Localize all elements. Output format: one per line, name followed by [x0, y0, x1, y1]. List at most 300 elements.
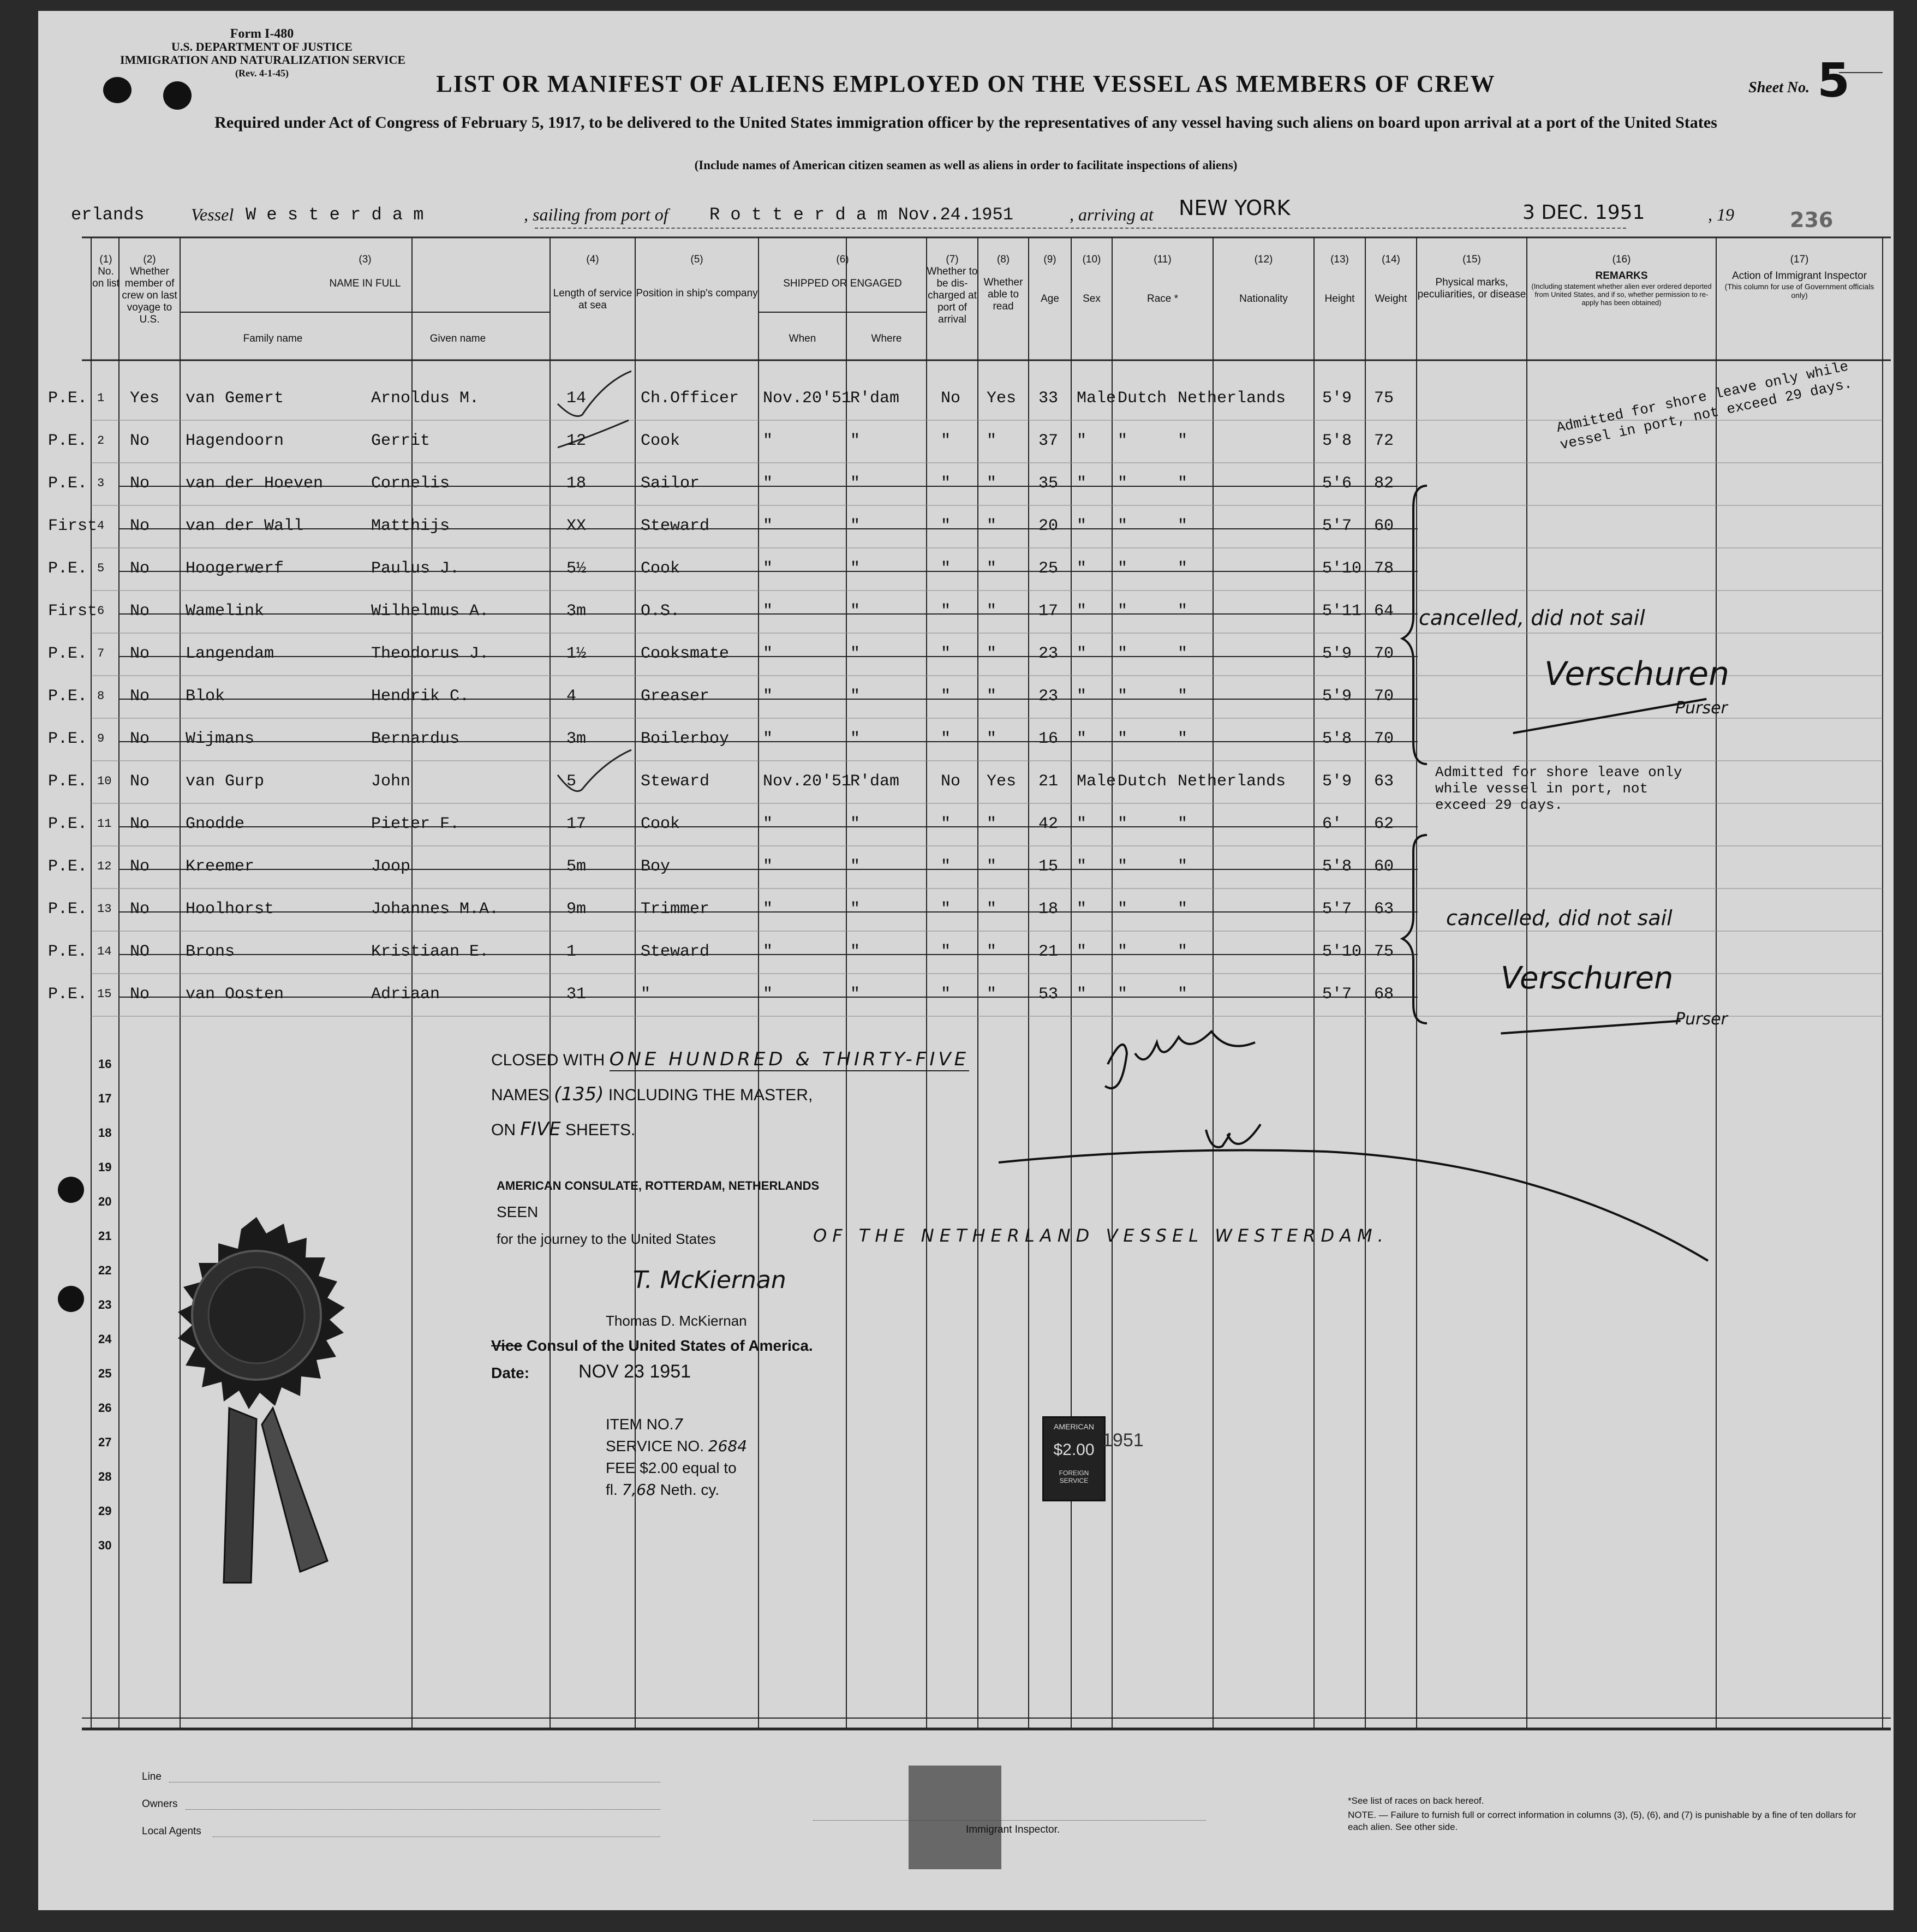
closed-with-value: ONE HUNDRED & THIRTY-FIVE	[609, 1048, 970, 1070]
row-service-length: 5m	[566, 857, 587, 876]
row-weight: 78	[1374, 559, 1394, 578]
row-service-length: 18	[566, 474, 587, 493]
form-number: Form I-480	[230, 27, 294, 41]
row-prev-voyage: No	[130, 559, 150, 578]
row-sex: "	[1077, 432, 1087, 450]
row-given-name: Gerrit	[371, 432, 431, 450]
row-nationality: Netherlands	[1178, 389, 1286, 408]
fee-label: FEE $2.00 equal to	[606, 1459, 737, 1476]
row-prev-voyage: No	[130, 432, 150, 450]
consul-date-value: NOV 23 1951	[578, 1361, 691, 1382]
table-row	[48, 845, 1885, 887]
row-number: 3	[97, 476, 105, 490]
row-discharged: "	[941, 687, 951, 706]
row-shipped-when: "	[763, 687, 773, 706]
row-race: "	[1118, 517, 1128, 535]
fl-label: fl.	[606, 1481, 618, 1498]
row-shipped-where: "	[850, 857, 861, 876]
row-race: Dutch	[1118, 772, 1167, 791]
line-number: 24	[98, 1332, 112, 1346]
table-row	[48, 504, 1885, 547]
row-sex: "	[1077, 602, 1087, 621]
col6-where-header: Where	[871, 333, 902, 344]
row-family-name: van der Hoeven	[186, 474, 324, 493]
row-prev-voyage: No	[130, 687, 150, 706]
footer-agents-rule	[213, 1836, 660, 1837]
row-height: 5'8	[1322, 857, 1352, 876]
row-family-name: Wijmans	[186, 730, 255, 748]
row-nationality: Netherlands	[1178, 772, 1286, 791]
col2-header: (2) Whether member of crew on last voyage to U.S.	[122, 254, 177, 325]
row-class: P.E.	[48, 943, 88, 961]
row-prev-voyage: No	[130, 517, 150, 535]
row-service-length: 14	[566, 389, 587, 408]
row-height: 5'9	[1322, 687, 1352, 706]
row-service-length: XX	[566, 517, 587, 535]
row-service-length: 17	[566, 815, 587, 833]
on-value: FIVE	[520, 1118, 561, 1140]
row-weight: 75	[1374, 943, 1394, 961]
footer-inspector: Immigrant Inspector.	[966, 1824, 1060, 1835]
strike-through-line	[119, 997, 1418, 998]
row-given-name: Kristiaan E.	[371, 943, 489, 961]
row-number: 12	[97, 860, 112, 873]
row-age: 35	[1038, 474, 1059, 493]
row-position: Steward	[641, 943, 710, 961]
row-shipped-when: "	[763, 985, 773, 1004]
row-shipped-when: "	[763, 517, 773, 535]
row-number: 14	[97, 945, 112, 958]
row-family-name: Gnodde	[186, 815, 245, 833]
row-prev-voyage: No	[130, 474, 150, 493]
row-class: First	[48, 602, 98, 621]
row-position: Cook	[641, 559, 680, 578]
row-height: 5'10	[1322, 943, 1362, 961]
row-position: Cook	[641, 432, 680, 450]
row-sex: "	[1077, 517, 1087, 535]
row-weight: 60	[1374, 517, 1394, 535]
row-given-name: Wilhelmus A.	[371, 602, 489, 621]
sheet-label: Sheet No.	[1748, 79, 1810, 96]
purser-title-1: Purser	[1675, 699, 1728, 718]
col5-header: (5) Position in ship's company	[636, 254, 758, 299]
page-subnote: (Include names of American citizen seamen as well as aliens in order to facilitate inspections of aliens)	[694, 158, 1238, 172]
row-weight: 63	[1374, 900, 1394, 919]
row-race: "	[1118, 687, 1128, 706]
row-family-name: Langendam	[186, 645, 274, 663]
row-class: P.E.	[48, 389, 88, 408]
row-class: P.E.	[48, 815, 88, 833]
row-sex: "	[1077, 900, 1087, 919]
row-age: 42	[1038, 815, 1059, 833]
row-given-name: Paulus J.	[371, 559, 460, 578]
row-weight: 63	[1374, 772, 1394, 791]
row-race: Dutch	[1118, 389, 1167, 408]
page-subtitle: Required under Act of Congress of February 5, 1917, to be delivered to the United States immigration officer by the representatives of any vessel having such aliens on board upon arrival at a port of the United States	[214, 114, 1717, 132]
row-nationality: "	[1178, 943, 1188, 961]
row-position: "	[641, 985, 651, 1004]
closing-block	[491, 1042, 969, 1147]
row-number: 6	[97, 604, 105, 618]
row-weight: 72	[1374, 432, 1394, 450]
row-shipped-when: "	[763, 474, 773, 493]
table-row	[48, 717, 1885, 760]
row-discharged: No	[941, 389, 961, 408]
row-shipped-where: "	[850, 900, 861, 919]
revenue-stamp: AMERICAN $2.00 FOREIGN SERVICE	[1042, 1416, 1106, 1501]
strike-through-line	[119, 911, 1418, 913]
row-given-name: Pieter F.	[371, 815, 460, 833]
row-position: Boy	[641, 857, 671, 876]
row-age: 17	[1038, 602, 1059, 621]
row-able-to-read: "	[987, 857, 997, 876]
footer-owners-rule	[186, 1809, 660, 1810]
row-weight: 70	[1374, 687, 1394, 706]
row-sex: "	[1077, 687, 1087, 706]
row-able-to-read: "	[987, 602, 997, 621]
line-number: 22	[98, 1263, 112, 1277]
row-position: Sailor	[641, 474, 700, 493]
row-nationality: "	[1178, 985, 1188, 1004]
row-able-to-read: "	[987, 900, 997, 919]
strike-through-line	[119, 656, 1418, 657]
col10-header: (10) Sex	[1082, 254, 1101, 305]
purser-signature-2: Verschuren	[1501, 961, 1674, 996]
row-class: P.E.	[48, 474, 88, 493]
row-prev-voyage: No	[130, 602, 150, 621]
row-prev-voyage: NO	[130, 943, 150, 961]
row-family-name: van der Wall	[186, 517, 304, 535]
row-discharged: No	[941, 772, 961, 791]
consul-date-label: Date:	[491, 1364, 530, 1381]
row-service-length: 1½	[566, 645, 587, 663]
row-prev-voyage: No	[130, 730, 150, 748]
arriving-at: NEW YORK	[1179, 196, 1291, 220]
row-class: P.E.	[48, 985, 88, 1004]
sailing-label: , sailing from port of	[524, 205, 668, 224]
sheets-label: SHEETS.	[565, 1121, 636, 1139]
row-given-name: Johannes M.A.	[371, 900, 499, 919]
row-shipped-where: "	[850, 815, 861, 833]
row-family-name: van Gemert	[186, 389, 284, 408]
row-shipped-where: "	[850, 943, 861, 961]
row-weight: 60	[1374, 857, 1394, 876]
row-discharged: "	[941, 857, 951, 876]
arriving-label: , arriving at	[1070, 205, 1154, 224]
col6-when-header: When	[789, 333, 816, 344]
row-class: P.E.	[48, 645, 88, 663]
row-shipped-where: "	[850, 687, 861, 706]
row-given-name: Matthijs	[371, 517, 450, 535]
footer-agents: Local Agents	[142, 1826, 201, 1837]
row-class: P.E.	[48, 772, 88, 791]
row-height: 5'7	[1322, 900, 1352, 919]
row-class: P.E.	[48, 857, 88, 876]
row-age: 21	[1038, 943, 1059, 961]
row-able-to-read: Yes	[987, 389, 1017, 408]
row-height: 5'11	[1322, 602, 1362, 621]
row-race: "	[1118, 900, 1128, 919]
row-service-length: 9m	[566, 900, 587, 919]
row-height: 5'10	[1322, 559, 1362, 578]
row-shipped-where: "	[850, 985, 861, 1004]
on-label: ON	[491, 1121, 516, 1139]
row-age: 15	[1038, 857, 1059, 876]
row-shipped-where: R'dam	[850, 389, 900, 408]
row-family-name: Blok	[186, 687, 225, 706]
line-number: 20	[98, 1195, 112, 1208]
row-family-name: Brons	[186, 943, 235, 961]
row-shipped-when: "	[763, 432, 773, 450]
service-name: IMMIGRATION AND NATURALIZATION SERVICE	[120, 53, 406, 67]
row-service-length: 4	[566, 687, 577, 706]
row-sex: "	[1077, 943, 1087, 961]
row-service-length: 5½	[566, 559, 587, 578]
col6-header: (6) SHIPPED OR ENGAGED	[783, 254, 902, 289]
admitted-stamp-2: Admitted for shore leave only while vessel in port, not exceed 29 days.	[1435, 764, 1682, 813]
row-weight: 82	[1374, 474, 1394, 493]
row-age: 20	[1038, 517, 1059, 535]
row-position: Cook	[641, 815, 680, 833]
row-race: "	[1118, 474, 1128, 493]
journey-label: for the journey to the United States	[497, 1231, 716, 1247]
footer-races-note: *See list of races on back hereof.	[1348, 1796, 1484, 1806]
strike-through-line	[119, 869, 1418, 870]
row-height: 5'7	[1322, 985, 1352, 1004]
row-number: 4	[97, 519, 105, 533]
line-number: 19	[98, 1160, 112, 1174]
row-race: "	[1118, 559, 1128, 578]
strike-through-line	[119, 571, 1418, 572]
row-age: 23	[1038, 687, 1059, 706]
purser-title-2: Purser	[1675, 1010, 1728, 1029]
row-weight: 70	[1374, 730, 1394, 748]
footer-line: Line	[142, 1771, 162, 1782]
row-given-name: Cornelis	[371, 474, 450, 493]
row-position: O.S.	[641, 602, 680, 621]
row-class: P.E.	[48, 432, 88, 450]
row-nationality: "	[1178, 559, 1188, 578]
row-shipped-when: "	[763, 857, 773, 876]
row-shipped-when: "	[763, 943, 773, 961]
consul-name: Thomas D. McKiernan	[606, 1313, 747, 1329]
row-race: "	[1118, 602, 1128, 621]
row-shipped-when: "	[763, 645, 773, 663]
row-sex: "	[1077, 815, 1087, 833]
row-height: 5'9	[1322, 389, 1352, 408]
row-number: 1	[97, 391, 105, 405]
col14-header: (14) Weight	[1375, 254, 1407, 305]
row-race: "	[1118, 857, 1128, 876]
inspector-stamp-smudge	[909, 1766, 1001, 1869]
row-family-name: van Oosten	[186, 985, 284, 1004]
row-shipped-when: Nov.20'51	[763, 772, 852, 791]
row-class: P.E.	[48, 559, 88, 578]
cancelled-note-2: cancelled, did not sail	[1446, 906, 1673, 930]
row-nationality: "	[1178, 815, 1188, 833]
row-nationality: "	[1178, 687, 1188, 706]
row-nationality: "	[1178, 730, 1188, 748]
line-number: 25	[98, 1367, 112, 1380]
row-height: 5'9	[1322, 645, 1352, 663]
row-able-to-read: "	[987, 517, 997, 535]
row-discharged: "	[941, 900, 951, 919]
stamp-number: 236	[1790, 208, 1834, 232]
purser-signature-1: Verschuren	[1544, 655, 1730, 693]
row-shipped-when: Nov.20'51	[763, 389, 852, 408]
row-able-to-read: "	[987, 985, 997, 1004]
row-number: 2	[97, 434, 105, 448]
strike-through-line	[119, 826, 1418, 827]
row-position: Trimmer	[641, 900, 710, 919]
row-weight: 62	[1374, 815, 1394, 833]
row-sex: "	[1077, 645, 1087, 663]
revenue-stamp-date: 1951	[1102, 1430, 1144, 1451]
names-label: NAMES	[491, 1086, 550, 1104]
strike-through-line	[119, 528, 1418, 529]
row-able-to-read: "	[987, 432, 997, 450]
row-race: "	[1118, 432, 1128, 450]
row-age: 21	[1038, 772, 1059, 791]
footer-owners: Owners	[142, 1798, 178, 1810]
row-able-to-read: "	[987, 815, 997, 833]
row-nationality: "	[1178, 474, 1188, 493]
row-race: "	[1118, 985, 1128, 1004]
journey-hand: OF THE NETHERLAND VESSEL WESTERDAM.	[813, 1225, 1389, 1246]
row-family-name: Hoolhorst	[186, 900, 274, 919]
row-race: "	[1118, 943, 1128, 961]
binder-holes-icon	[49, 1168, 93, 1332]
row-age: 18	[1038, 900, 1059, 919]
row-weight: 68	[1374, 985, 1394, 1004]
vessel-label: Vessel	[191, 205, 234, 224]
row-able-to-read: "	[987, 730, 997, 748]
line-number: 18	[98, 1126, 112, 1140]
form-revision: (Rev. 4-1-45)	[235, 68, 289, 79]
row-shipped-where: "	[850, 517, 861, 535]
row-nationality: "	[1178, 645, 1188, 663]
fee-block	[606, 1414, 747, 1501]
row-nationality: "	[1178, 900, 1188, 919]
row-shipped-when: "	[763, 602, 773, 621]
row-given-name: Adriaan	[371, 985, 440, 1004]
footer-note: NOTE. — Failure to furnish full or correct information in columns (3), (5), (6), and (7) is punishable by a fine of ten dollars for each alien. See other side.	[1348, 1810, 1856, 1832]
row-able-to-read: Yes	[987, 772, 1017, 791]
col3-header: (3) NAME IN FULL	[329, 254, 401, 289]
row-discharged: "	[941, 985, 951, 1004]
row-family-name: Wamelink	[186, 602, 265, 621]
manifest-page	[38, 11, 1894, 1910]
row-number: 8	[97, 689, 105, 703]
row-sex: Male	[1077, 389, 1116, 408]
port-from: R o t t e r d a m Nov.24.1951	[709, 205, 1013, 225]
row-sex: "	[1077, 985, 1087, 1004]
row-class: P.E.	[48, 730, 88, 748]
line-number: 29	[98, 1504, 112, 1518]
row-able-to-read: "	[987, 687, 997, 706]
row-number: 11	[97, 817, 112, 831]
item-label: ITEM NO.	[606, 1416, 674, 1433]
line-number: 26	[98, 1401, 112, 1415]
row-shipped-where: "	[850, 645, 861, 663]
col9-header: (9) Age	[1041, 254, 1059, 305]
page-title: LIST OR MANIFEST OF ALIENS EMPLOYED ON THE VESSEL AS MEMBERS OF CREW	[436, 70, 1496, 97]
strike-through-line	[119, 613, 1418, 615]
admitted-stamp-1: Admitted for shore leave only while vessel in port, not exceed 29 days.	[1555, 358, 1854, 454]
row-class: First	[48, 517, 98, 535]
row-position: Steward	[641, 517, 710, 535]
strike-through-line	[119, 486, 1418, 487]
consular-seal-icon	[147, 1212, 377, 1594]
row-prev-voyage: No	[130, 857, 150, 876]
col11-header: (11) Race *	[1146, 254, 1179, 305]
col12-header: (12) Nationality	[1239, 254, 1288, 305]
row-class: P.E.	[48, 900, 88, 919]
row-service-length: 5	[566, 772, 577, 791]
sheet-number-value: 5	[1817, 53, 1850, 108]
row-prev-voyage: No	[130, 900, 150, 919]
row-sex: "	[1077, 730, 1087, 748]
row-height: 5'7	[1322, 517, 1352, 535]
row-discharged: "	[941, 517, 951, 535]
row-sex: Male	[1077, 772, 1116, 791]
service-label: SERVICE NO.	[606, 1438, 704, 1454]
consul-signature: T. McKiernan	[633, 1266, 786, 1294]
closed-with-label: CLOSED WITH	[491, 1051, 605, 1069]
cancelled-note-1: cancelled, did not sail	[1419, 606, 1645, 630]
row-shipped-where: "	[850, 730, 861, 748]
fl-unit: Neth. cy.	[660, 1481, 720, 1498]
row-service-length: 12	[566, 432, 587, 450]
line-number: 17	[98, 1092, 112, 1105]
row-shipped-when: "	[763, 559, 773, 578]
row-given-name: John	[371, 772, 411, 791]
row-shipped-where: R'dam	[850, 772, 900, 791]
row-service-length: 3m	[566, 730, 587, 748]
row-position: Boilerboy	[641, 730, 730, 748]
row-shipped-where: "	[850, 432, 861, 450]
row-prev-voyage: Yes	[130, 389, 160, 408]
col16-header: (16) REMARKS (Including statement whether alien ever ordered deported from United States, and if so, whether permission to re-apply has been obtained)	[1531, 254, 1712, 307]
consul-title: Vice Consul of the United States of America.	[491, 1337, 813, 1354]
row-nationality: "	[1178, 857, 1188, 876]
row-discharged: "	[941, 432, 951, 450]
row-able-to-read: "	[987, 645, 997, 663]
line-number: 23	[98, 1298, 112, 1311]
row-nationality: "	[1178, 517, 1188, 535]
row-given-name: Theodorus J.	[371, 645, 489, 663]
row-age: 16	[1038, 730, 1059, 748]
row-race: "	[1118, 645, 1128, 663]
strike-through-line	[119, 741, 1418, 742]
row-age: 33	[1038, 389, 1059, 408]
strike-through-line	[119, 699, 1418, 700]
row-height: 5'8	[1322, 730, 1352, 748]
row-shipped-where: "	[850, 559, 861, 578]
row-given-name: Bernardus	[371, 730, 460, 748]
col13-header: (13) Height	[1324, 254, 1355, 305]
row-number: 15	[97, 987, 112, 1001]
line-number: 21	[98, 1229, 112, 1243]
row-height: 5'9	[1322, 772, 1352, 791]
row-position: Steward	[641, 772, 710, 791]
row-discharged: "	[941, 730, 951, 748]
row-height: 5'8	[1322, 432, 1352, 450]
consulate-stamp: AMERICAN CONSULATE, ROTTERDAM, NETHERLANDS	[497, 1179, 820, 1192]
row-prev-voyage: No	[130, 985, 150, 1004]
row-able-to-read: "	[987, 559, 997, 578]
row-age: 37	[1038, 432, 1059, 450]
